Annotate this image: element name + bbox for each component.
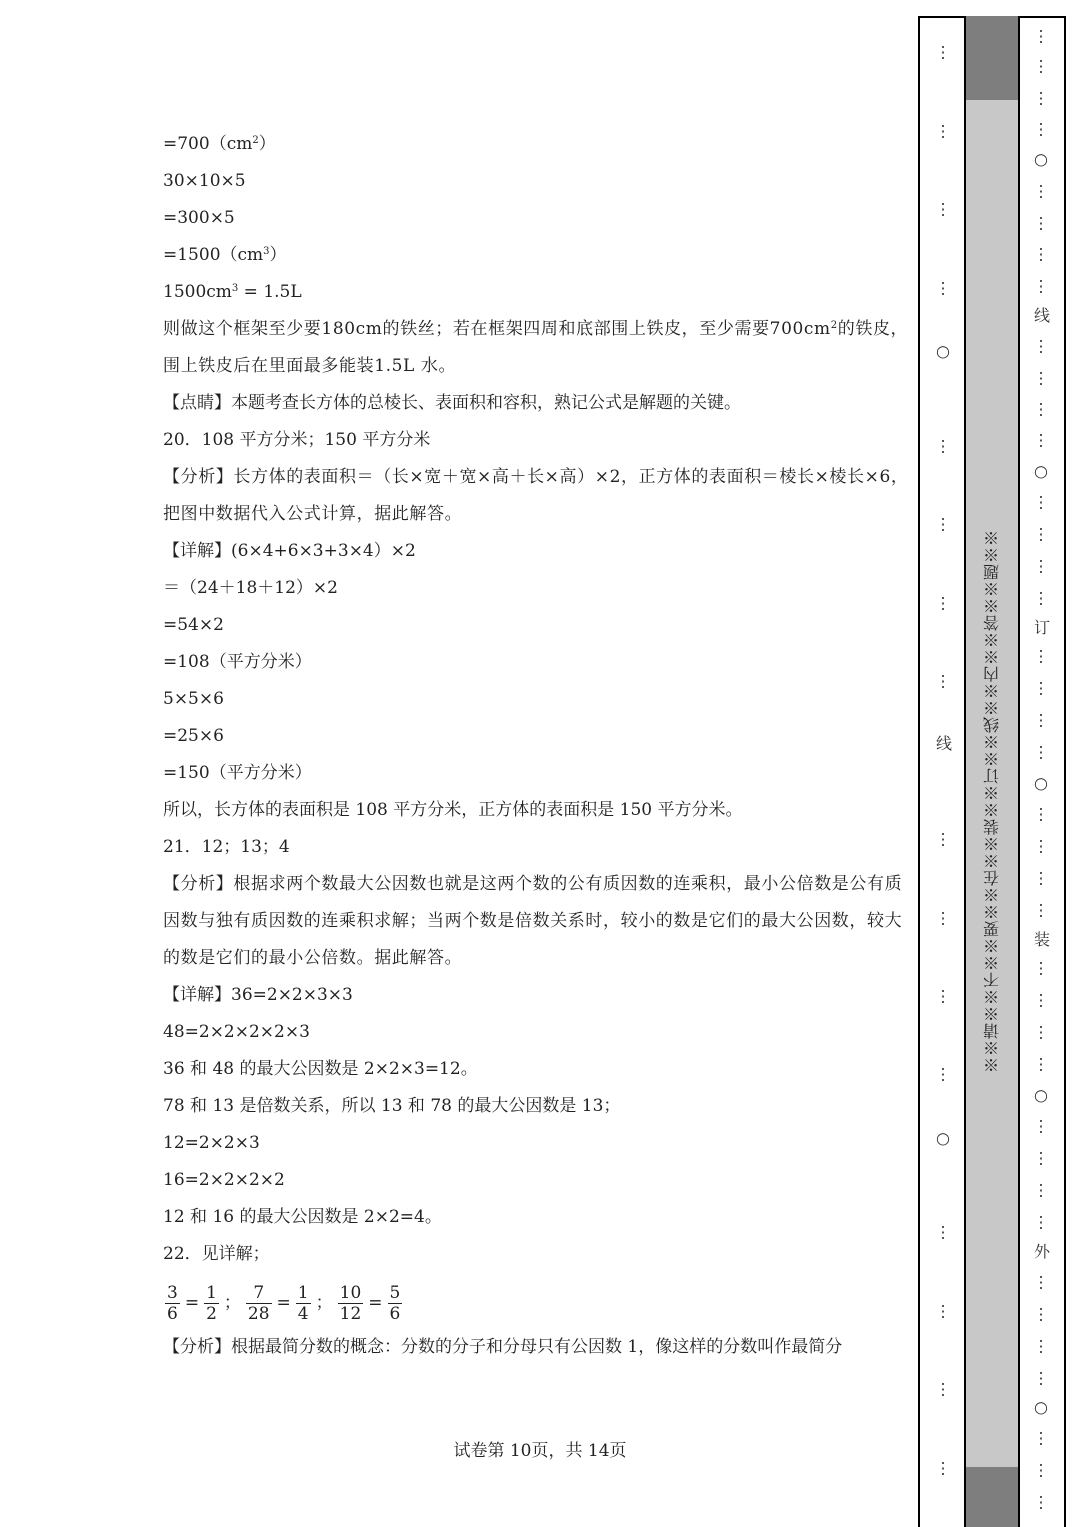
dots-mark: ⋮	[1033, 1272, 1049, 1292]
circle-mark: ○	[1034, 1397, 1048, 1417]
binding-label: 装	[1031, 931, 1051, 947]
text-line: 30×10×5	[163, 171, 246, 191]
dots-mark: ⋮	[1033, 836, 1049, 856]
dots-mark: ⋮	[1033, 1460, 1049, 1480]
dots-mark: ⋮	[1033, 336, 1049, 356]
gray-strip-bottom-block	[966, 1467, 1018, 1527]
text-line: =54×2	[163, 615, 224, 635]
dots-mark: ⋮	[1033, 368, 1049, 388]
text-line: 【分析】根据最简分数的概念：分数的分子和分母只有公因数 1，像这样的分数叫作最简分	[163, 1337, 843, 1357]
answer-content	[163, 126, 915, 1366]
fraction-equations	[163, 1277, 915, 1329]
dots-mark: ⋮	[935, 42, 951, 62]
dots-mark: ⋮	[1033, 1428, 1049, 1448]
dots-mark: ⋮	[1033, 1304, 1049, 1324]
fraction	[296, 1283, 311, 1324]
text-line: 21．12；13；4	[163, 837, 290, 857]
dots-mark: ⋮	[935, 671, 951, 691]
denominator: 12	[339, 1303, 362, 1324]
circle-mark: ○	[1034, 773, 1048, 793]
dots-mark: ⋮	[1033, 804, 1049, 824]
dots-mark: ⋮	[1033, 1180, 1049, 1200]
dots-mark: ⋮	[1033, 1054, 1049, 1074]
fraction	[388, 1283, 403, 1324]
dots-mark: ⋮	[1033, 399, 1049, 419]
superscript: 3	[263, 246, 270, 257]
dots-mark: ⋮	[1033, 588, 1049, 608]
dots-mark: ⋮	[935, 908, 951, 928]
dots-mark: ⋮	[935, 1222, 951, 1242]
text-line: 22．见详解；	[163, 1244, 270, 1264]
equals-sign: =	[368, 1293, 383, 1313]
circle-mark: ○	[936, 341, 950, 361]
numerator: 7	[246, 1283, 272, 1304]
dots-mark: ⋮	[1033, 244, 1049, 264]
gray-strip-top-block	[966, 16, 1018, 100]
text-line: 36 和 48 的最大公因数是 2×2×3=12。	[163, 1059, 478, 1079]
dots-mark: ⋮	[1033, 1022, 1049, 1042]
text-line: 12 和 16 的最大公因数是 2×2=4。	[163, 1207, 442, 1227]
text-line: 【详解】36=2×2×3×3	[163, 985, 353, 1005]
separator: ；	[223, 1293, 241, 1313]
dots-mark: ⋮	[1033, 56, 1049, 76]
binding-right-strip	[1018, 16, 1066, 1527]
equals-sign: =	[276, 1293, 291, 1313]
text-line: 5×5×6	[163, 689, 224, 709]
circle-mark: ○	[936, 1128, 950, 1148]
dots-mark: ⋮	[1033, 1116, 1049, 1136]
dots-mark: ⋮	[935, 436, 951, 456]
dots-mark: ⋮	[1033, 646, 1049, 666]
text-line: ＝（24＋18＋12）×2	[163, 578, 338, 598]
dots-mark: ⋮	[1033, 742, 1049, 762]
dots-mark: ⋮	[1033, 1336, 1049, 1356]
fraction	[204, 1283, 219, 1324]
dots-mark: ⋮	[935, 514, 951, 534]
denominator: 4	[297, 1303, 309, 1324]
equals-sign: =	[184, 1293, 200, 1313]
dots-mark: ⋮	[1033, 678, 1049, 698]
text-line: $1500cm^3 = 1.5L$	[163, 282, 302, 302]
binding-left-strip	[918, 16, 966, 1527]
denominator: 6	[167, 1303, 178, 1324]
paragraph: 【分析】根据求两个数最大公因数也就是这两个数的公有质因数的连乘积，最小公倍数是公有质因数与独有质因数的连乘积求解；当两个数是倍数关系时，较小的数是它们的最大公因数，较大的数是它们的最小公倍数。据此解答。	[163, 874, 903, 968]
superscript: 2	[252, 135, 259, 146]
text-line: 【详解】(6×4+6×3+3×4）×2	[163, 541, 416, 561]
circle-mark: ○	[1034, 461, 1048, 481]
dots-mark: ⋮	[1033, 556, 1049, 576]
paragraph: 则做这个框架至少要180cm的铁丝；若在框架四周和底部围上铁皮，至少需要$700cm^2$的铁皮，围上铁皮后在里面最多能装1.5L 水。	[163, 319, 909, 376]
dots-mark: ⋮	[1033, 900, 1049, 920]
dots-mark: ⋮	[935, 1379, 951, 1399]
dots-mark: ⋮	[935, 593, 951, 613]
denominator: 2	[206, 1303, 217, 1324]
separator: ；	[315, 1293, 333, 1313]
denominator: 6	[389, 1303, 401, 1324]
text-line: =300×5	[163, 208, 235, 228]
superscript: 2	[830, 320, 838, 331]
circle-mark: ○	[1034, 1085, 1048, 1105]
dots-mark: ⋮	[935, 1458, 951, 1478]
dots-mark: ⋮	[1033, 1368, 1049, 1388]
numerator: 1	[297, 1282, 309, 1303]
dots-mark: ⋮	[935, 986, 951, 1006]
dots-mark: ⋮	[1033, 492, 1049, 512]
fraction	[246, 1283, 272, 1324]
dots-mark: ⋮	[1033, 524, 1049, 544]
text-line: 78 和 13 是倍数关系，所以 13 和 78 的最大公因数是 13；	[163, 1096, 621, 1116]
dots-mark: ⋮	[1033, 1148, 1049, 1168]
dots-mark: ⋮	[1033, 868, 1049, 888]
numerator: 3	[167, 1282, 178, 1303]
dots-mark: ⋮	[935, 121, 951, 141]
text-line: 【点睛】本题考查长方体的总棱长、表面积和容积，熟记公式是解题的关键。	[163, 393, 741, 413]
text-line: 16=2×2×2×2	[163, 1170, 285, 1190]
dots-mark: ⋮	[1033, 958, 1049, 978]
dots-mark: ⋮	[1033, 213, 1049, 233]
dots-mark: ⋮	[1033, 430, 1049, 450]
circle-mark: ○	[1034, 149, 1048, 169]
dots-mark: ⋮	[935, 199, 951, 219]
dots-mark: ⋮	[935, 1301, 951, 1321]
text-line: 20．108 平方分米；150 平方分米	[163, 430, 431, 450]
text-line: =108（平方分米）	[163, 652, 312, 672]
dots-mark: ⋮	[1033, 119, 1049, 139]
binding-label: 线	[1031, 307, 1051, 323]
dots-mark: ⋮	[1033, 1212, 1049, 1232]
dots-mark: ⋮	[1033, 276, 1049, 296]
dots-mark: ⋮	[1033, 1492, 1049, 1512]
binding-gray-strip	[964, 16, 1020, 1527]
dots-mark: ⋮	[935, 1064, 951, 1084]
fraction	[165, 1283, 180, 1324]
denominator: 28	[247, 1303, 270, 1324]
fraction	[338, 1283, 364, 1324]
dots-mark: ⋮	[1033, 990, 1049, 1010]
text-line: 48=2×2×2×2×3	[163, 1022, 310, 1042]
dots-mark: ⋮	[1033, 181, 1049, 201]
numerator: 10	[339, 1282, 362, 1303]
binding-label: 外	[1031, 1243, 1051, 1259]
binding-notice: ※※请※※不※※要※※在※※装※※订※※线※※内※※答※※题※※	[982, 529, 1002, 1073]
text-line: 12=2×2×3	[163, 1133, 260, 1153]
text-line: 所以，长方体的表面积是 108 平方分米，正方体的表面积是 150 平方分米。	[163, 800, 743, 820]
dots-mark: ⋮	[935, 829, 951, 849]
text-line: $=700(cm^2)$	[163, 134, 276, 154]
numerator: 1	[206, 1282, 217, 1303]
text-line: =25×6	[163, 726, 224, 746]
numerator: 5	[389, 1282, 401, 1303]
page-footer: 试卷第 10页，共 14页	[453, 1441, 627, 1461]
binding-label: 订	[1031, 619, 1051, 635]
dots-mark: ⋮	[1033, 88, 1049, 108]
dots-mark: ⋮	[1033, 710, 1049, 730]
dots-mark: ⋮	[935, 278, 951, 298]
paragraph: 【分析】长方体的表面积＝（长×宽＋宽×高＋长×高）×2，正方体的表面积＝棱长×棱长×6，把图中数据代入公式计算，据此解答。	[163, 467, 909, 524]
text-line: $=1500(cm^3)$	[163, 245, 287, 265]
binding-line-label: 线	[933, 735, 953, 751]
dots-mark: ⋮	[1033, 26, 1049, 46]
superscript: 3	[231, 283, 239, 294]
text-line: =150（平方分米）	[163, 763, 312, 783]
